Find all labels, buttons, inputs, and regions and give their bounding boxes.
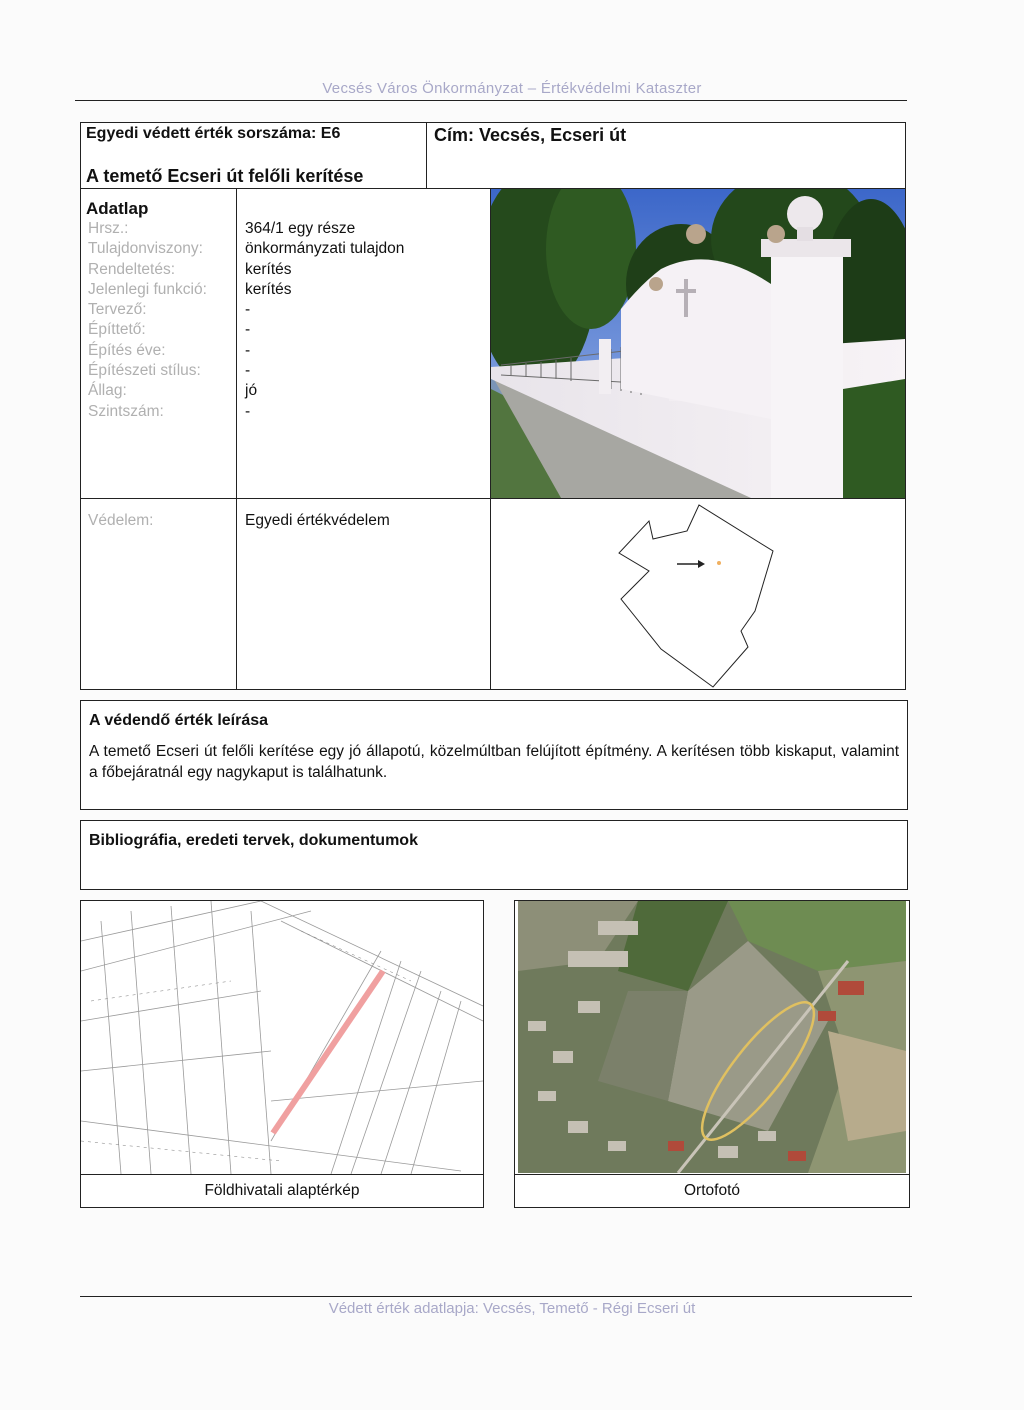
value-floors: - (245, 402, 251, 420)
label-builder: Építtető: (88, 321, 146, 339)
datasheet-heading: Adatlap (86, 199, 149, 218)
ortho-photo (518, 901, 906, 1173)
label-style: Építészeti stílus: (88, 362, 201, 380)
address-label: Cím: Vecsés, Ecseri út (434, 125, 627, 145)
arrow-icon (698, 560, 705, 568)
label-ownership: Tulajdonviszony: (88, 240, 203, 258)
value-style: - (245, 362, 251, 380)
protection-value: Egyedi értékvédelem (245, 512, 390, 529)
ortho-caption-rule (514, 1174, 910, 1175)
page-header: Vecsés Város Önkormányzat – Értékvédelmi Kataszter (322, 80, 702, 97)
ortho-caption: Ortofotó (684, 1182, 740, 1199)
bibliography-box (80, 820, 908, 890)
datasheet-labels (88, 219, 234, 422)
datasheet-col-divider (236, 188, 237, 690)
page-footer: Védett érték adatlapja: Vecsés, Temető - Régi Ecseri út (328, 1300, 696, 1317)
datasheet-values (245, 219, 485, 422)
location-sketch-map (491, 499, 905, 689)
label-hrsz: Hrsz.: (88, 220, 129, 237)
label-floors: Szintszám: (88, 402, 164, 420)
protection-label: Védelem: (88, 512, 154, 529)
value-condition: jó (245, 382, 258, 400)
datasheet-top-rule (80, 188, 426, 189)
label-designer: Tervező: (88, 301, 147, 319)
label-build-year: Építés éve: (88, 341, 166, 359)
object-title: A temető Ecseri út felőli kerítése (86, 166, 364, 186)
label-purpose: Rendeltetés: (88, 260, 176, 278)
bibliography-heading: Bibliográfia, eredeti tervek, dokumentumok (89, 832, 418, 849)
id-label: Egyedi védett érték sorszáma: E6 (86, 125, 341, 142)
description-text: A temető Ecseri út felőli kerítése egy jó állapotú, közelmúltban felújított építmény. A kerítésen több kiskaput, valamint a főbejáratnál egy nagykaput is találhatunk. (89, 743, 899, 781)
value-build-year: - (245, 341, 251, 359)
cadastral-map (81, 901, 483, 1174)
location-marker (717, 561, 721, 565)
cadastral-caption: Földhivatali alaptérkép (204, 1182, 360, 1199)
description-heading: A védendő érték leírása (89, 712, 269, 729)
header-rule (75, 100, 907, 101)
label-condition: Állag: (88, 382, 127, 400)
value-ownership: önkormányzati tulajdon (245, 240, 405, 258)
title-divider (426, 122, 427, 190)
cadastral-caption-rule (80, 1174, 484, 1175)
value-hrsz: 364/1 egy része (245, 220, 356, 237)
value-designer: - (245, 301, 251, 319)
fence-photo (491, 189, 905, 498)
value-current-function: kerítés (245, 280, 292, 298)
value-builder: - (245, 321, 251, 339)
footer-rule (80, 1296, 912, 1297)
label-current-function: Jelenlegi funkció: (88, 280, 207, 298)
value-purpose: kerítés (245, 260, 292, 278)
